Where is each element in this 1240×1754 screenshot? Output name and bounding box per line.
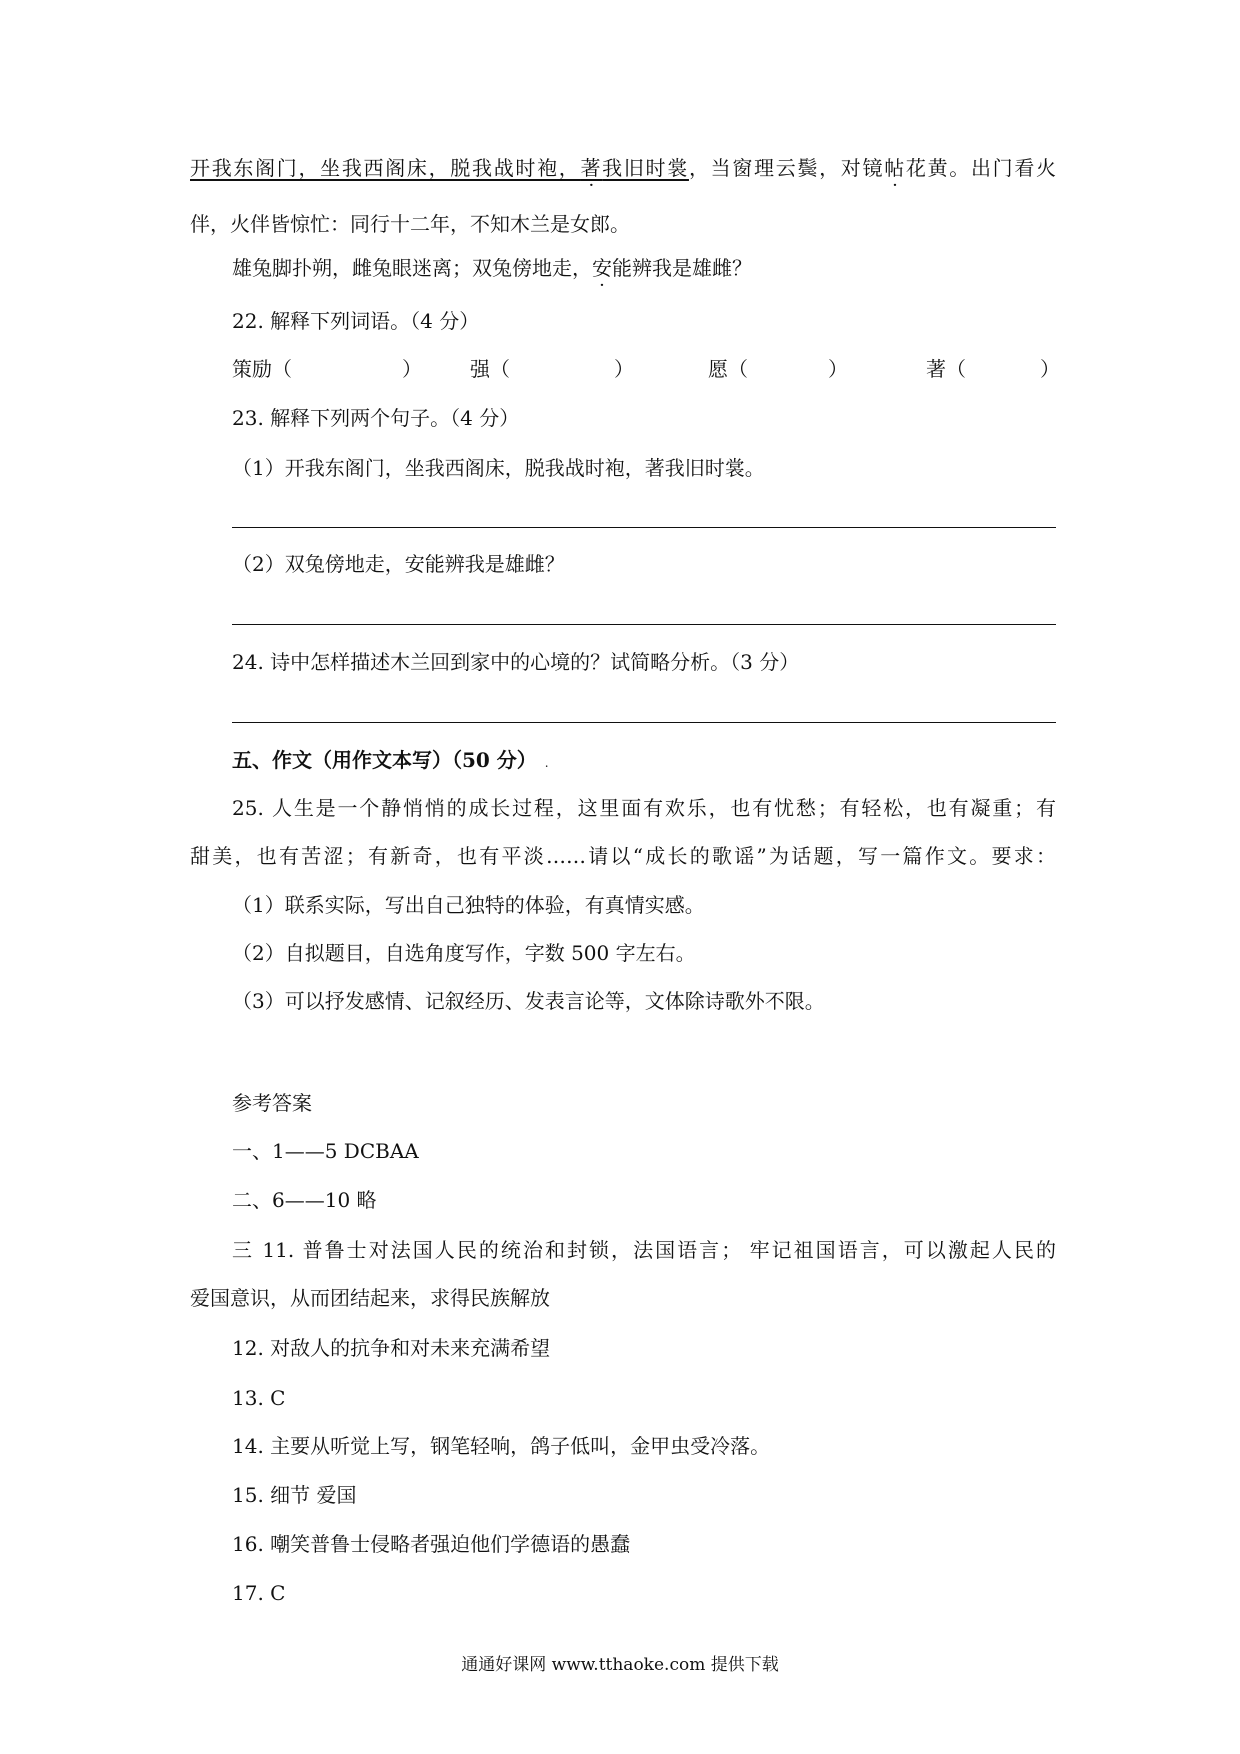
q23-answer-line-2: [232, 624, 1056, 625]
q25-requirement-3: （3）可以抒发感情、记叙经历、发表言论等，文体除诗歌外不限。: [232, 989, 825, 1013]
answer-11-line-1: 三 11. 普鲁士对法国人民的统治和封锁，法国语言； 牢记祖国语言，可以激起人民的: [232, 1238, 1056, 1262]
poem-line-1: [190, 154, 1056, 182]
section5-heading-text: 五、作文（用作文本写）（50 分）: [232, 748, 537, 772]
q23-title: 23. 解释下列两个句子。（4 分）: [232, 406, 520, 430]
q23-sentence-1: （1）开我东阁门，坐我西阁床，脱我战时袍，著我旧时裳。: [232, 456, 765, 480]
answer-12: 12. 对敌人的抗争和对未来充满希望: [232, 1336, 551, 1360]
q22-blank-4: [926, 355, 966, 383]
answer-15: 15. 细节 爱国: [232, 1483, 357, 1507]
q22-blank-1: [232, 355, 292, 383]
q23-answer-line-1: [232, 527, 1056, 528]
q22-word-1: 策励（: [232, 357, 292, 381]
answer-6-10: 二、6——10 略: [232, 1188, 377, 1212]
q25-line-2: 甜美，也有苦涩；有新奇，也有平淡……请以“成长的歌谣”为话题，写一篇作文。要求：: [190, 844, 1056, 868]
q22-close-4: ）: [1040, 357, 1060, 381]
poem-line-1-c: ，当窗理云鬓，对镜: [688, 156, 885, 180]
poem-line-1-b: 我旧时裳: [602, 156, 689, 180]
q24-title: 24. 诗中怎样描述木兰回到家中的心境的？试简略分析。（3 分）: [232, 650, 800, 674]
poem-line-1-a: 开我东阁门，坐我西阁床，脱我战时袍，: [190, 156, 581, 180]
q22-blank-2: [470, 355, 510, 383]
answer-14: 14. 主要从听觉上写，钢笔轻响，鸽子低叫，金甲虫受冷落。: [232, 1434, 771, 1458]
q22-word-3: 愿（: [708, 357, 748, 381]
q22-blank-3: [708, 355, 748, 383]
section5-mark: .: [544, 756, 549, 770]
poem-char-zhu: 著: [580, 156, 603, 180]
q24-answer-line: [232, 722, 1056, 723]
q22-close-1: ）: [402, 357, 422, 381]
q22-word-4: 著（: [926, 357, 966, 381]
poem-line-3-a: 雄兔脚扑朔，雌兔眼迷离；双兔傍地走，: [232, 256, 592, 280]
poem-line-2: 伴，火伴皆惊忙：同行十二年，不知木兰是女郎。: [190, 212, 630, 236]
answer-11-line-2: 爱国意识，从而团结起来，求得民族解放: [190, 1286, 550, 1310]
answer-1-5: 一、1——5 DCBAA: [232, 1139, 419, 1163]
q22-title: 22. 解释下列词语。（4 分）: [232, 309, 480, 333]
poem-line-3-b: 能辨我是雄雌？: [612, 256, 752, 280]
answer-16: 16. 嘲笑普鲁士侵略者强迫他们学德语的愚蠢: [232, 1532, 631, 1556]
answer-13: 13. C: [232, 1386, 286, 1410]
q22-close-2: ）: [614, 357, 634, 381]
poem-line-1-d: 花黄。出门看火: [905, 156, 1057, 180]
poem-char-an: 安: [592, 256, 612, 280]
poem-line-3: [232, 254, 752, 282]
q22-close-3: ）: [828, 357, 848, 381]
q25-requirement-1: （1）联系实际，写出自己独特的体验，有真情实感。: [232, 893, 705, 917]
q25-requirement-2: （2）自拟题目，自选角度写作，字数 500 字左右。: [232, 941, 696, 965]
poem-char-tie: 帖: [884, 156, 906, 180]
q23-sentence-2: （2）双兔傍地走，安能辨我是雄雌？: [232, 552, 565, 576]
page-footer: 通通好课网 www.tthaoke.com 提供下载: [461, 1655, 779, 1675]
answers-heading: 参考答案: [232, 1091, 312, 1115]
q22-word-2: 强（: [470, 357, 510, 381]
answer-17: 17. C: [232, 1581, 286, 1605]
q25-line-1: 25. 人生是一个静悄悄的成长过程，这里面有欢乐，也有忧愁；有轻松，也有凝重；有: [232, 796, 1056, 820]
section5-heading: [232, 746, 549, 777]
